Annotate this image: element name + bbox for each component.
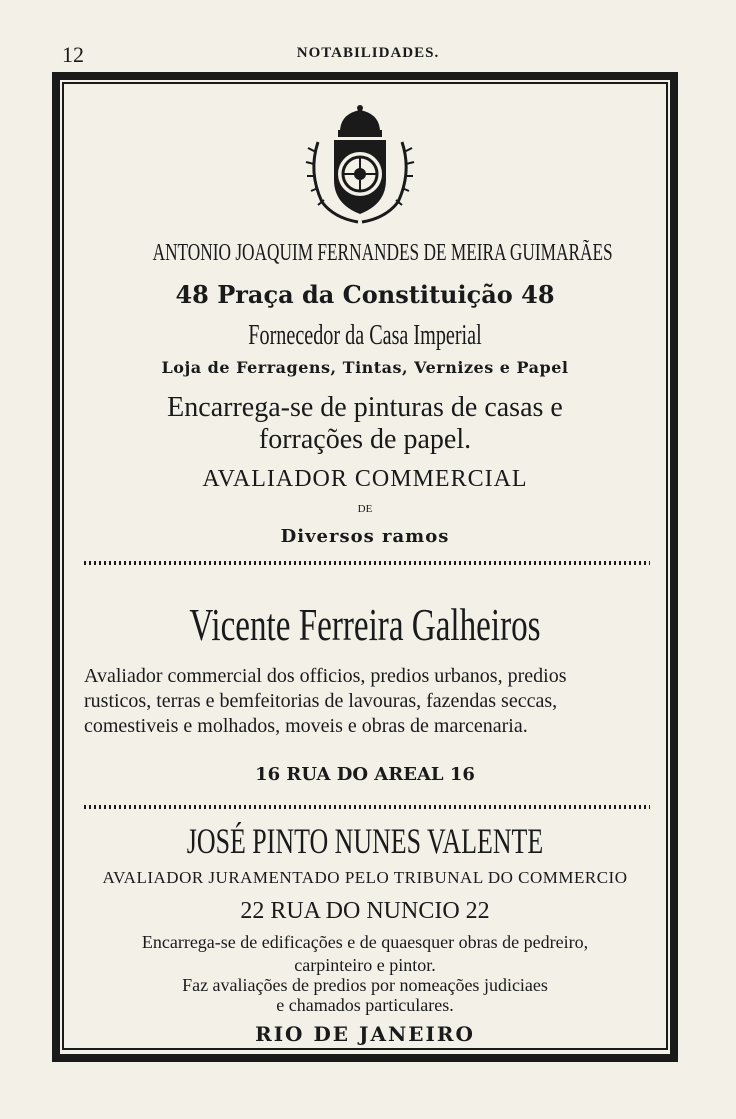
ad1-service-line-1: Encarrega-se de pinturas de casas e (167, 392, 563, 423)
ad1-service-line-2: forrações de papel. (258, 424, 472, 455)
ad3-city: RIO DE JANEIRO (255, 1022, 475, 1046)
ad2-name: Vicente Ferreira Galheiros (189, 599, 541, 650)
separator-rule (84, 805, 650, 809)
ad2-description-line-2: rusticos, terras e bemfeitorias de lavouras, fazendas seccas, (84, 690, 558, 712)
imperial-coat-of-arms-emblem (300, 102, 420, 227)
ad3-name: JOSÉ PINTO NUNES VALENTE (186, 821, 544, 861)
ad1-address: 48 Praça da Constituição 48 (175, 280, 555, 309)
ad1-appraiser-title: AVALIADOR COMMERCIAL (202, 466, 528, 492)
ad3-line-1: Encarrega-se de edificações e de quaesquer obras de pedreiro, (141, 932, 589, 952)
separator-rule (84, 561, 650, 565)
ad1-supplier-line: Fornecedor da Casa Imperial (248, 320, 482, 351)
ad2-address: 16 RUA DO AREAL 16 (255, 764, 475, 785)
ad2-description-line-3: comestiveis e molhados, moveis e obras de marcenaria. (84, 715, 528, 737)
running-head: NOTABILIDADES. (296, 45, 440, 61)
ad2-description-line-1: Avaliador commercial dos officios, predios urbanos, predios (84, 665, 567, 687)
ad1-shop-line: Loja de Ferragens, Tintas, Vernizes e Papel (161, 358, 569, 377)
ad3-line-3: Faz avaliações de predios por nomeações judiciaes (182, 975, 548, 995)
ad1-proprietor-name: ANTONIO JOAQUIM FERNANDES DE MEIRA GUIMARÃES (152, 240, 613, 266)
ad3-line-4: e chamados particulares. (276, 995, 454, 1015)
page-number: 12 (62, 42, 84, 67)
ad3-title: AVALIADOR JURAMENTADO PELO TRIBUNAL DO COMMERCIO (102, 868, 628, 887)
ad1-de: DE (357, 503, 373, 515)
ad1-branches: Diversos ramos (280, 526, 450, 547)
ad3-line-2: carpinteiro e pintor. (294, 955, 436, 975)
ad3-address: 22 RUA DO NUNCIO 22 (240, 898, 490, 924)
